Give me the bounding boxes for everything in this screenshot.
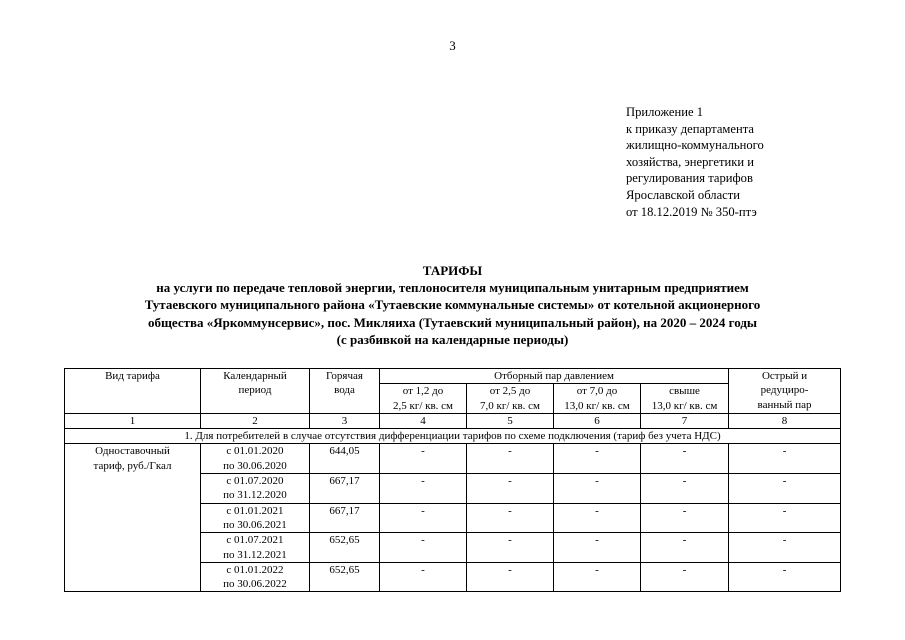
section-title: 1. Для потребителей в случае отсутствия дифференциации тарифов по схеме подключения (тариф без учета НДС)	[65, 429, 841, 444]
value-cell: -	[554, 444, 641, 474]
table-row	[65, 444, 841, 474]
title-line: на услуги по передаче тепловой энергии, теплоносителя муниципальным унитарным предприятием	[156, 280, 749, 296]
value-cell: -	[380, 503, 467, 533]
period-cell: с 01.01.2022 по 30.06.2022	[201, 562, 310, 592]
value-cell: -	[729, 562, 841, 592]
value-cell: -	[729, 533, 841, 563]
column-number: 1	[65, 413, 201, 428]
value-cell: -	[380, 562, 467, 592]
value-cell: -	[641, 444, 729, 474]
period-cell: с 01.07.2021 по 31.12.2021	[201, 533, 310, 563]
value-cell: -	[554, 562, 641, 592]
value-cell: -	[380, 533, 467, 563]
tariff-table	[64, 368, 841, 592]
hot-water-cell: 644,05	[310, 444, 380, 474]
document-title	[0, 262, 905, 348]
value-cell: -	[467, 503, 554, 533]
header-steam-3: от 7,0 до 13,0 кг/ кв. см	[554, 384, 641, 414]
column-number: 7	[641, 413, 729, 428]
value-cell: -	[729, 444, 841, 474]
header-steam: Отборный пар давлением	[380, 369, 729, 384]
column-number: 4	[380, 413, 467, 428]
value-cell: -	[467, 533, 554, 563]
value-cell: -	[554, 503, 641, 533]
hot-water-cell: 667,17	[310, 474, 380, 504]
title-line: (с разбивкой на календарные периоды)	[336, 331, 569, 347]
value-cell: -	[641, 503, 729, 533]
period-cell: с 01.07.2020 по 31.12.2020	[201, 474, 310, 504]
value-cell: -	[641, 533, 729, 563]
period-cell: с 01.01.2020 по 30.06.2020	[201, 444, 310, 474]
column-number-row	[65, 413, 841, 428]
value-cell: -	[467, 474, 554, 504]
hot-water-cell: 652,65	[310, 533, 380, 563]
header-hot-water: Горячая вода	[310, 369, 380, 414]
column-number: 5	[467, 413, 554, 428]
title-line: общества «Яркоммунсервис», пос. Микляиха (Тутаевский муниципальный район), на 2020 – 2024 годы	[147, 314, 758, 330]
section-row	[65, 429, 841, 444]
value-cell: -	[641, 562, 729, 592]
appendix-line: хозяйства, энергетики и	[626, 154, 754, 169]
tariff-name: Одноставочный тариф, руб./Гкал	[65, 444, 201, 592]
period-cell: с 01.01.2021 по 30.06.2021	[201, 503, 310, 533]
appendix-line: от 18.12.2019 № 350-птэ	[626, 204, 757, 219]
value-cell: -	[729, 474, 841, 504]
header-sharp-steam: Острый и редуциро- ванный пар	[729, 369, 841, 414]
value-cell: -	[467, 444, 554, 474]
value-cell: -	[554, 533, 641, 563]
value-cell: -	[467, 562, 554, 592]
header-steam-4: свыше 13,0 кг/ кв. см	[641, 384, 729, 414]
column-number: 6	[554, 413, 641, 428]
header-steam-2: от 2,5 до 7,0 кг/ кв. см	[467, 384, 554, 414]
column-number: 8	[729, 413, 841, 428]
title-heading: ТАРИФЫ	[422, 263, 483, 278]
title-line: Тутаевского муниципального района «Тутаевские коммунальные системы» от котельной акционерного	[144, 297, 761, 313]
value-cell: -	[554, 474, 641, 504]
header-period: Календарный период	[201, 369, 310, 414]
header-row	[65, 369, 841, 384]
appendix-line: регулирования тарифов	[626, 171, 753, 186]
value-cell: -	[641, 474, 729, 504]
hot-water-cell: 667,17	[310, 503, 380, 533]
header-tariff-type: Вид тарифа	[65, 369, 201, 414]
value-cell: -	[729, 503, 841, 533]
page-number: 3	[449, 38, 456, 53]
header-steam-1: от 1,2 до 2,5 кг/ кв. см	[380, 384, 467, 414]
appendix-line: жилищно-коммунального	[626, 138, 764, 153]
appendix-line: Ярославской области	[626, 187, 740, 202]
appendix-line: к приказу департамента	[626, 121, 754, 136]
column-number: 2	[201, 413, 310, 428]
column-number: 3	[310, 413, 380, 428]
value-cell: -	[380, 444, 467, 474]
hot-water-cell: 652,65	[310, 562, 380, 592]
value-cell: -	[380, 474, 467, 504]
appendix-block	[626, 104, 764, 220]
appendix-line: Приложение 1	[626, 105, 704, 119]
